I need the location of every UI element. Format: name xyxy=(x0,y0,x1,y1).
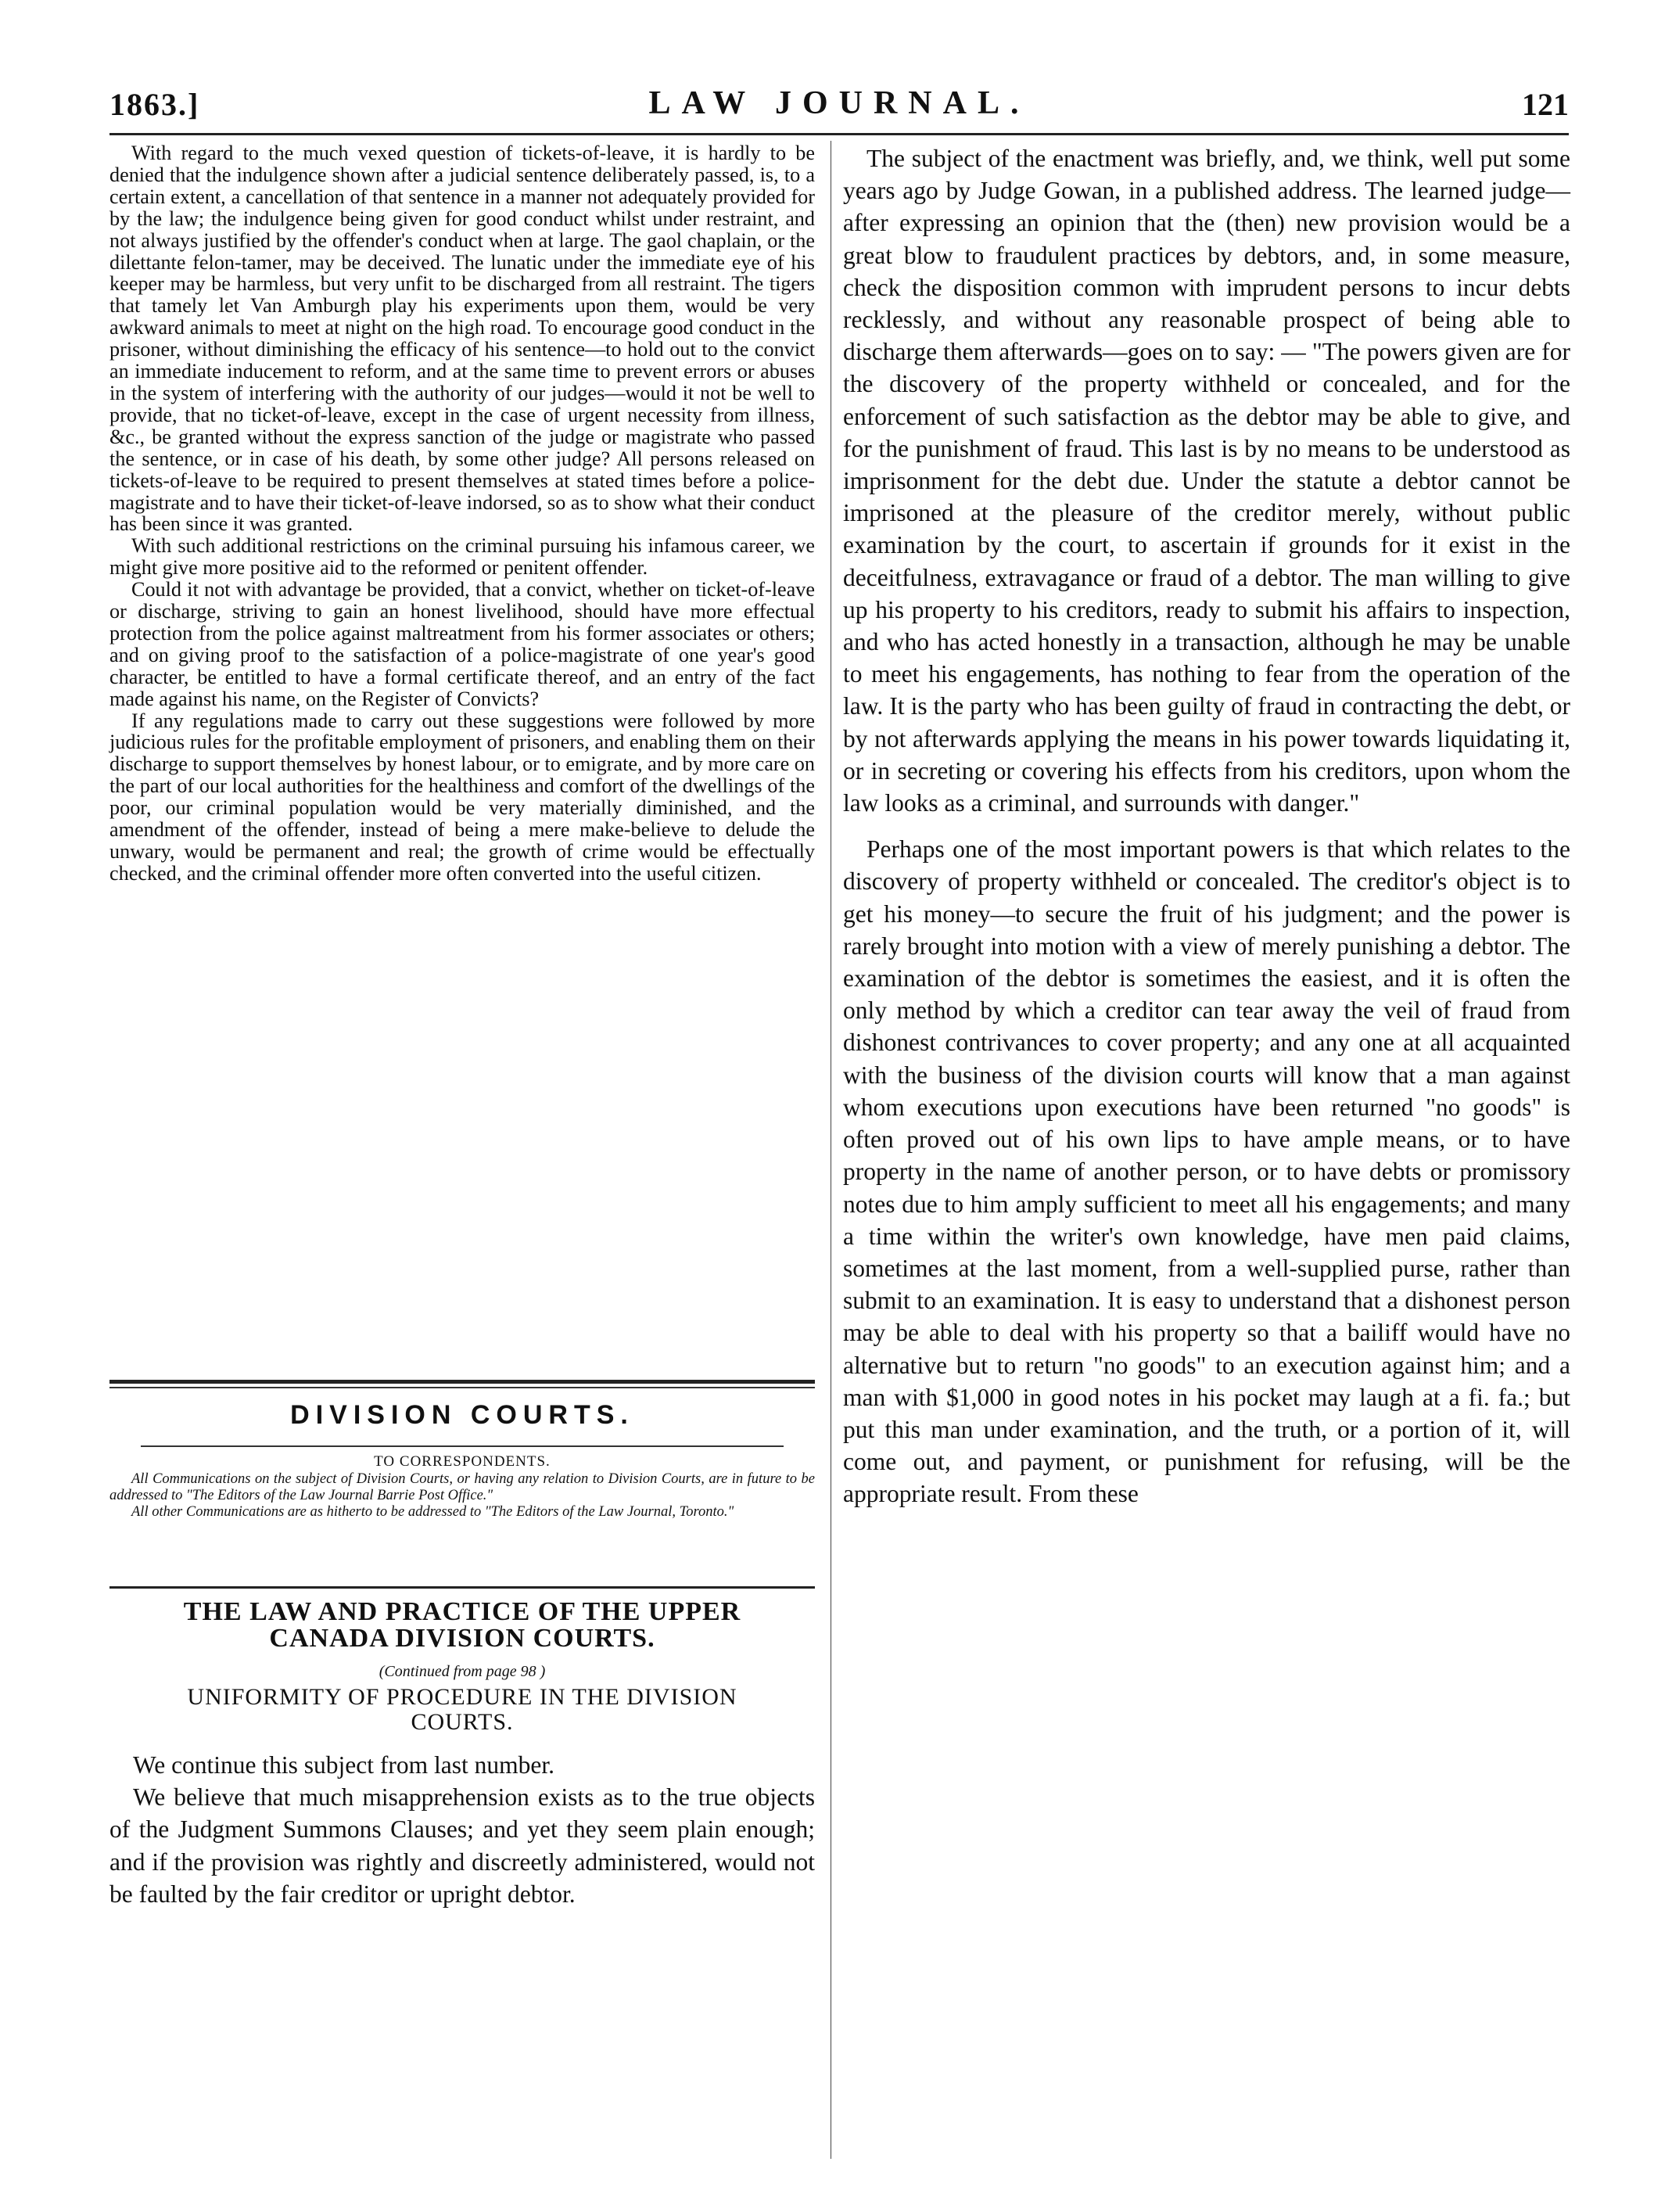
paragraph: We continue this subject from last number. xyxy=(133,1751,554,1779)
left-column-upper-text xyxy=(109,142,815,885)
page-header xyxy=(109,83,1569,130)
right-column-text xyxy=(843,142,1570,1510)
heading-rule xyxy=(141,1445,784,1447)
article-title-line: THE LAW AND PRACTICE OF THE UPPER xyxy=(183,1597,741,1626)
paragraph: With such additional restrictions on the criminal pursuing his infamous career, we might give more positive aid to the reformed or penitent offender. xyxy=(109,534,815,580)
article-title xyxy=(109,1599,815,1652)
article-rule xyxy=(109,1586,815,1589)
paragraph: Perhaps one of the most important powers is that which relates to the discovery of property withheld or concealed. The creditor's object is to get his money—to secure the fruit of his judgment; and the power is rarely brought into motion with a view of merely punishing a debtor. The examination of the debtor is sometimes the easiest, and it is often the only method by which a creditor can tear away the veil of fraud from dishonest contrivances to cover property; and any one at all acquainted with the business of the division courts will know that a man against whom executions upon executions have been returned "no goods" is often proved out of his own lips to have ample means, or to have property in the name of another person, or to have debts or promissory notes due to him amply sufficient to meet all his engagements; and many a time within the writer's own knowledge, have men paid claims, sometimes at the last moment, from a well-supplied purse, rather than submit to an examination. It is easy to understand that a dishonest person may be able to deal with his property so that a bailiff would have no alternative but to return "no goods" to an execution against him; and a man with $1,000 in good notes in his pocket may laugh at a fi. fa.; but put this man under examination, and the truth, or a portion of it, will come out, and payment, or punishment for refusing, will be the appropriate result. From these xyxy=(843,835,1570,1508)
article-title-line: CANADA DIVISION COURTS. xyxy=(269,1624,655,1653)
header-rule xyxy=(109,133,1569,135)
article-body-left xyxy=(109,1749,815,1910)
journal-title: LAW JOURNAL. xyxy=(648,85,1030,121)
paragraph: Could it not with advantage be provided, that a convict, whether on ticket-of-leave or discharge, striving to gain an honest livelihood, should have more effectual protection from the police against maltreatment from his former associates or others; and on giving proof to the satisfaction of a police-magistrate of one year's good character, be entitled to have a formal certificate thereof, and an entry of the fact made against his name, on the Register of Convicts? xyxy=(109,578,815,710)
header-year: 1863.] xyxy=(109,87,200,122)
paragraph: The subject of the enactment was briefly, and, we think, well put some years ago by Judge Gowan, in a published address. The learned judge—after expressing an opinion that the (then) new provision would be a great blow to fraudulent practices by debtors, and, in some measure, check the disposition common with imprudent persons to incur debts recklessly, and without any reasonable prospect of being able to discharge them afterwards—goes on to say: — "The powers given are for the discovery of the property withheld or concealed, and for the enforcement of such satisfaction as the debtor may be able to give, and for the punishment of fraud. This last is by no means to be understood as imprisonment for the debt due. Under the statute a debtor cannot be imprisoned at the pleasure of the creditor merely, without public examination by the court, to ascertain if grounds for it exist in the deceitfulness, extravagance or fraud of a debtor. The man willing to give up his property to his creditors, ready to submit his affairs to inspection, and who has acted honestly in a transaction, although he may be unable to meet his engagements, has nothing to fear from the operation of the law. It is the party who has been guilty of fraud in contracting the debt, or by not afterwards applying the means in his power towards liquidating it, or in secreting or covering his effects from his creditors, upon whom the law looks as a criminal, and surrounds with danger." xyxy=(843,145,1570,817)
correspondents-heading: TO CORRESPONDENTS. xyxy=(374,1453,551,1470)
correspondents-note: All Communications on the subject of Division Courts, or having any relation to Division Courts, are in future to be addressed to "The Editors of the Law Journal Barrie Post Office." xyxy=(109,1471,815,1503)
article-subtitle xyxy=(109,1685,815,1735)
section-heading: DIVISION COURTS. xyxy=(290,1400,634,1430)
page-number: 121 xyxy=(1522,87,1569,122)
article-subtitle-line: UNIFORMITY OF PROCEDURE IN THE DIVISION xyxy=(187,1684,737,1710)
section-rule-thick xyxy=(109,1380,815,1384)
paragraph: If any regulations made to carry out these suggestions were followed by more judicious rules for the profitable employment of prisoners, and enabling them on their discharge to support themselves by honest labour, or to emigrate, and by more care on the part of our local authorities for the healthiness and comfort of the dwellings of the poor, our criminal population would be very materially diminished, and the amendment of the offender, instead of being a mere make-believe to delude the unwary, would be permanent and real; the growth of crime would be effectually checked, and the criminal offender more often converted into the useful citizen. xyxy=(109,709,815,885)
correspondents-notice xyxy=(109,1453,815,1521)
article-subtitle-line: COURTS. xyxy=(411,1709,514,1735)
continued-note: (Continued from page 98 ) xyxy=(379,1663,546,1680)
correspondents-note: All other Communications are as hitherto to be addressed to "The Editors of the Law Journal, Toronto." xyxy=(131,1504,734,1520)
section-rule-thin xyxy=(109,1387,815,1388)
paragraph: We believe that much misapprehension exists as to the true objects of the Judgment Summons Clauses; and yet they seem plain enough; and if the provision was rightly and discreetly administered, would not be faulted by the fair creditor or upright debtor. xyxy=(109,1783,815,1908)
paragraph: With regard to the much vexed question of tickets-of-leave, it is hardly to be denied that the indulgence shown after a judicial sentence deliberately passed, is, to a certain extent, a cancellation of that sentence in a manner not adequately provided for by the law; the indulgence being given for good conduct whilst under restraint, and not always justified by the offender's conduct when at large. The gaol chaplain, or the dilettante felon-tamer, may be deceived. The lunatic under the immediate eye of his keeper may be harmless, but very unfit to be discharged from all restraint. The tigers that tamely let Van Amburgh play his experiments upon them, would be very awkward animals to meet at night on the high road. To encourage good conduct in the prisoner, without diminishing the efficacy of his sentence—to hold out to the convict an immediate inducement to reform, and at the same time to prevent errors or abuses in the system of interfering with the authority of our judges—would it not be well to provide, that no ticket-of-leave, except in the case of urgent necessity from illness, &c., be granted without the express sanction of the judge or magistrate who passed the sentence, or in case of his death, by some other judge? All persons released on tickets-of-leave to be required to present themselves at stated times before a police-magistrate and to have their ticket-of-leave indorsed, so as to show what their conduct has been since it was granted. xyxy=(109,142,815,536)
